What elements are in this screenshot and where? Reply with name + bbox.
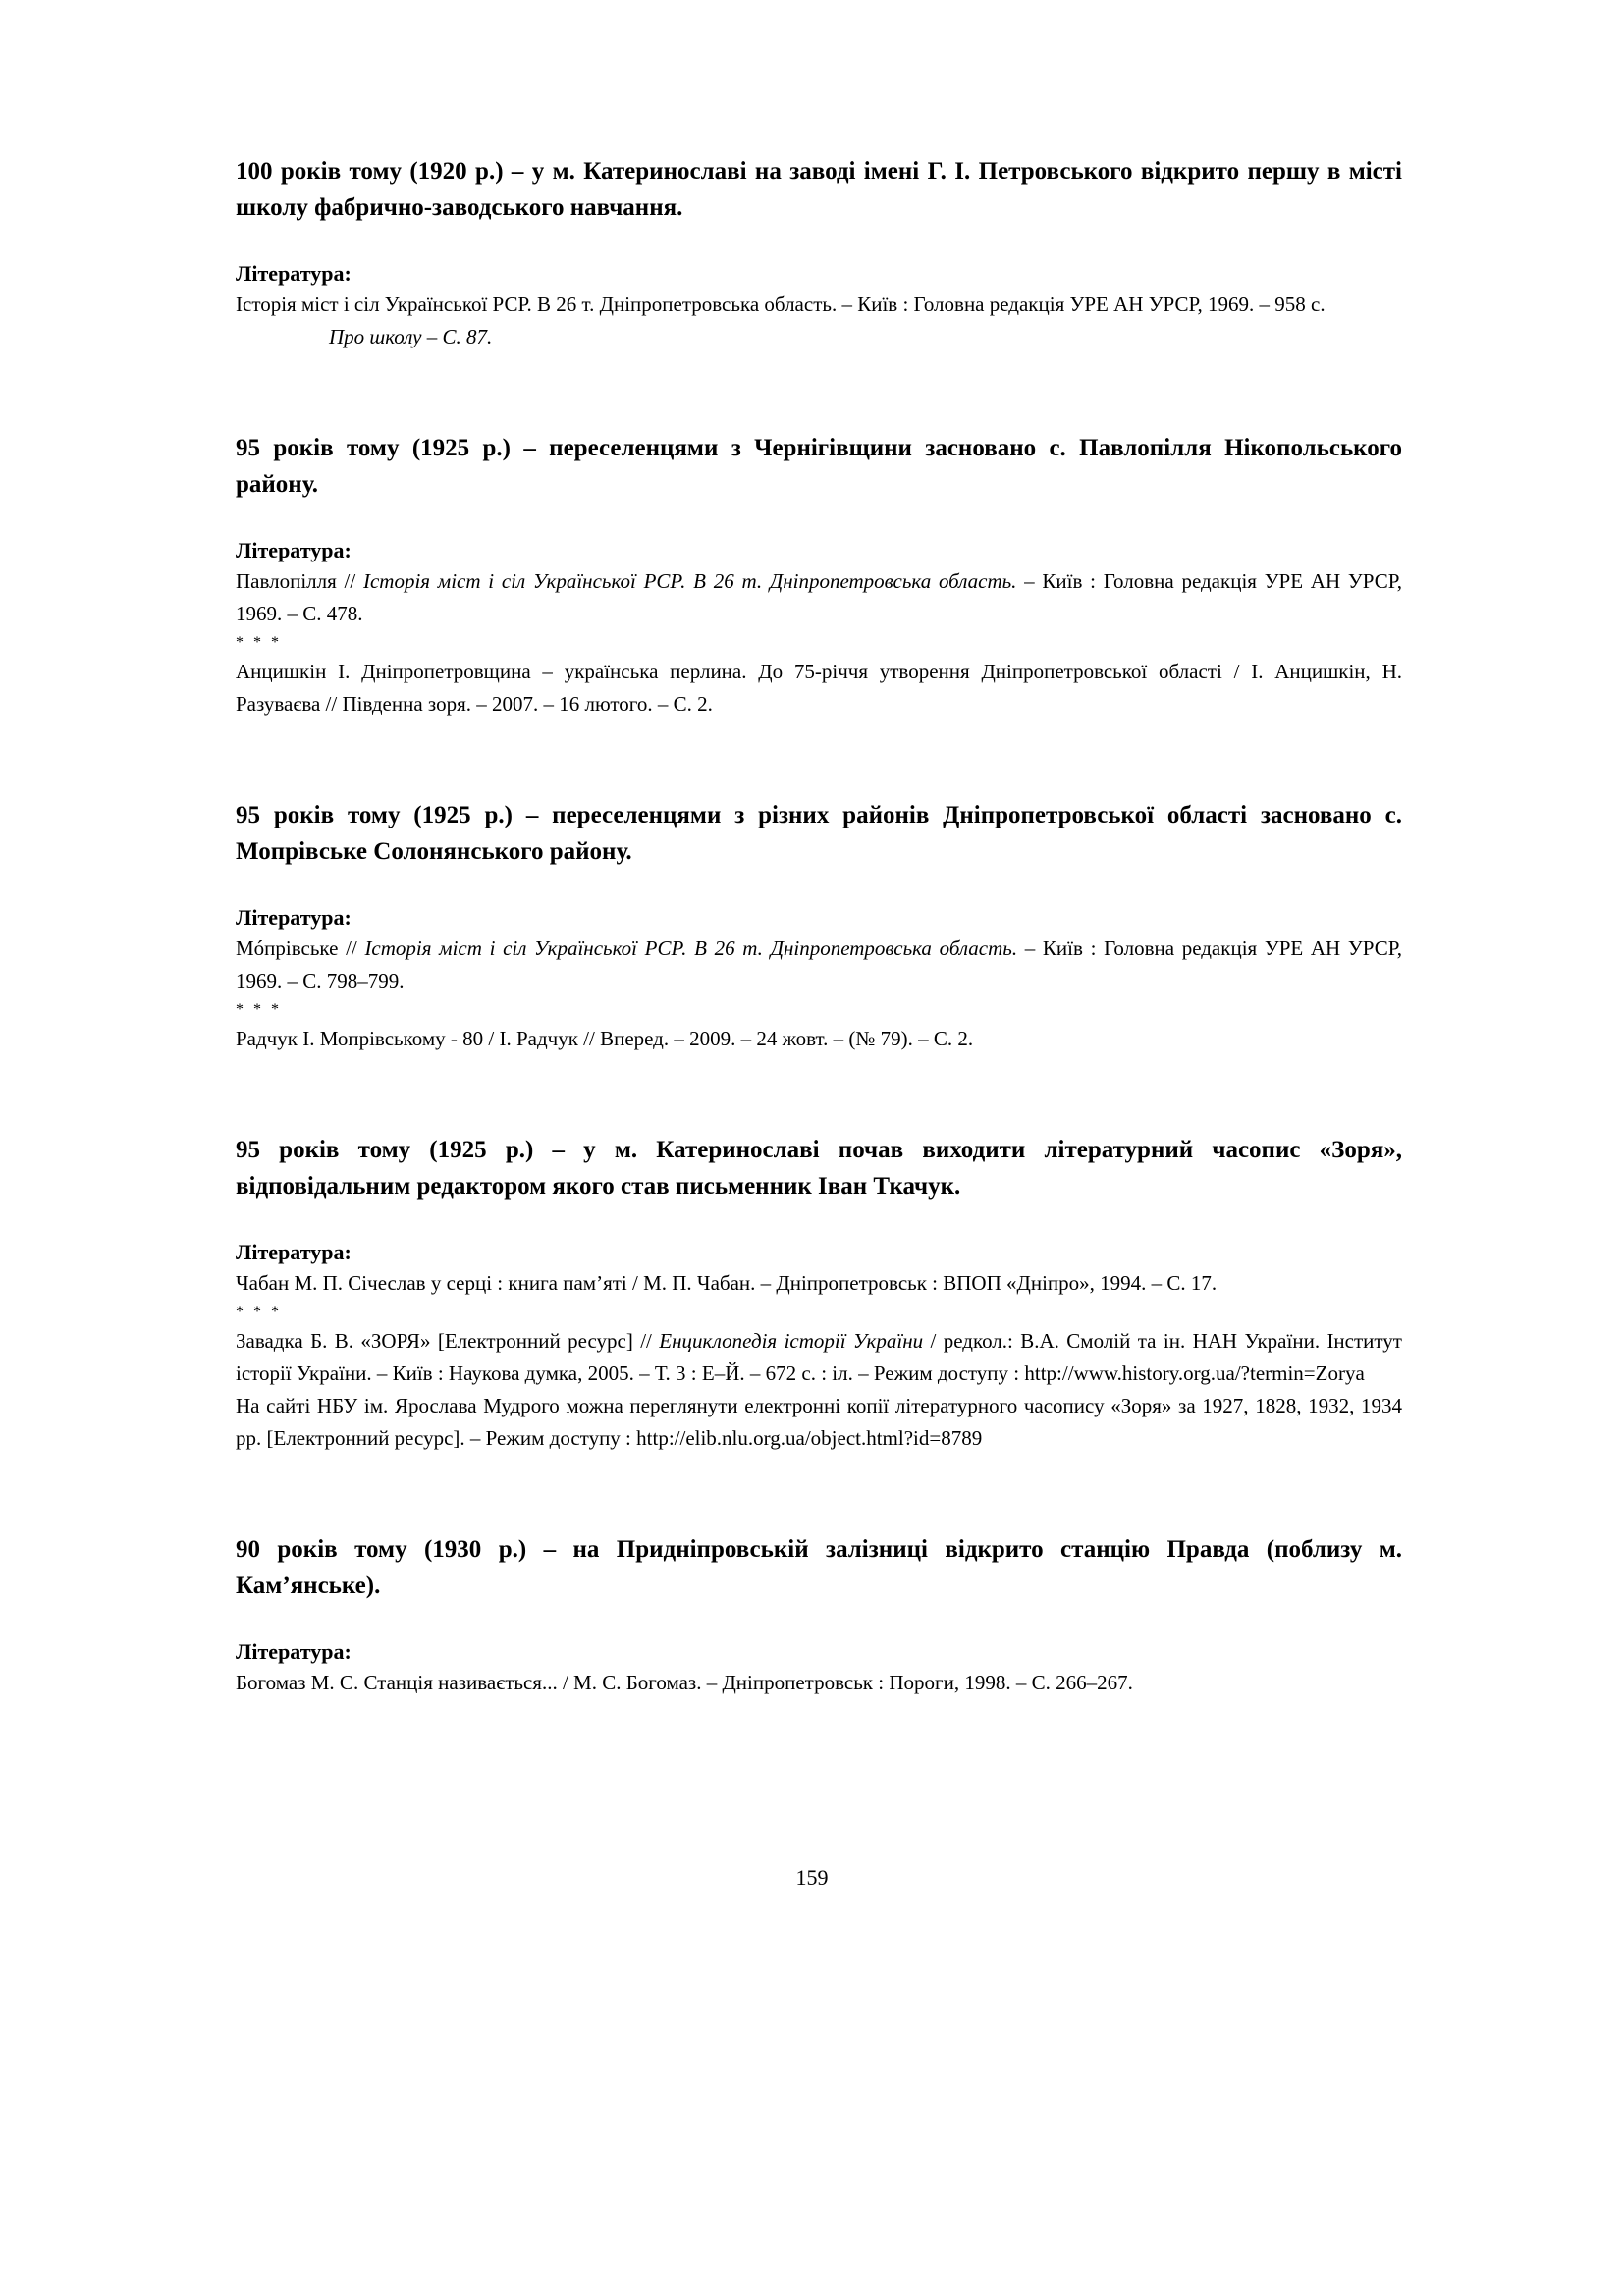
reference-separator: * * * <box>236 634 282 651</box>
literature-label: Література: <box>236 905 352 930</box>
literature-label: Література: <box>236 1639 352 1664</box>
chronicle-entry <box>236 797 1402 1055</box>
literature-label: Література: <box>236 1240 352 1264</box>
reference-source-title: Енциклопедія історії України <box>659 1329 924 1353</box>
chronicle-entry <box>236 1132 1402 1455</box>
literature-reference <box>236 933 1402 997</box>
reference-separator: * * * <box>236 1001 282 1018</box>
literature-reference: Чабан М. П. Січеслав у серці : книга пам’яті / М. П. Чабан. – Дніпропетровськ : ВПОП «Дніпро», 1994. – С. 17. <box>236 1271 1218 1295</box>
reference-part: Мóпрівське // <box>236 936 365 960</box>
reference-note: Про школу – С. 87. <box>329 325 493 348</box>
entry-heading: 95 років тому (1925 р.) – у м. Катеринославі почав виходити літературний часопис «Зоря», відповідальним редактором якого став письменник Іван Ткачук. <box>236 1137 1402 1200</box>
chronicle-entry <box>236 430 1402 721</box>
reference-part: – Київ : Головна редакція УРЕ АН УРСР, 1969. – С. 478. <box>236 569 1403 625</box>
reference-part: Павлопілля // <box>236 569 363 593</box>
literature-label: Література: <box>236 261 352 286</box>
literature-reference: Історія міст і сіл Української РСР. В 26 т. Дніпропетровська область. – Київ : Головна редакція УРЕ АН УРСР, 1969. – 958 с. <box>236 293 1326 316</box>
literature-reference: Анцишкін І. Дніпропетровщина – українська перлина. До 75-річчя утворення Дніпропетровської області / І. Анцишкін, Н. Разуваєва // Південна зоря. – 2007. – 16 лютого. – С. 2. <box>236 660 1402 716</box>
page-number: 159 <box>795 1865 829 1890</box>
literature-reference: Богомаз М. С. Станція називається... / М. С. Богомаз. – Дніпропетровськ : Пороги, 1998. – С. 266–267. <box>236 1671 1133 1694</box>
reference-part: – Київ : Головна редакція УРЕ АН УРСР, 1969. – С. 798–799. <box>236 936 1403 992</box>
reference-separator: * * * <box>236 1304 282 1320</box>
entry-heading: 100 років тому (1920 р.) – у м. Катеринославі на заводі імені Г. І. Петровського відкрито першу в місті школу фабрично-заводського навчання. <box>236 158 1402 221</box>
literature-reference: Радчук І. Мопрівському - 80 / І. Радчук // Вперед. – 2009. – 24 жовт. – (№ 79). – С. 2. <box>236 1027 974 1050</box>
entry-heading: 95 років тому (1925 р.) – переселенцями з різних районів Дніпропетровської області засновано с. Мопрівське Солонянського району. <box>236 802 1402 865</box>
entry-heading: 90 років тому (1930 р.) – на Придніпровській залізниці відкрито станцію Правда (поблизу м. Кам’янське). <box>236 1536 1402 1599</box>
reference-source-title: Історія міст і сіл Української РСР. В 26 т. Дніпропетровська область. <box>362 569 1017 593</box>
literature-label: Література: <box>236 538 352 562</box>
chronicle-entry <box>236 1531 1402 1699</box>
reference-source-title: Історія міст і сіл Української РСР. В 26 т. Дніпропетровська область. <box>364 936 1018 960</box>
reference-part: Завадка Б. В. «ЗОРЯ» [Електронний ресурс] // <box>236 1329 660 1353</box>
literature-reference <box>236 565 1402 630</box>
entry-heading: 95 років тому (1925 р.) – переселенцями з Чернігівщини засновано с. Павлопілля Нікопольського району. <box>236 435 1402 498</box>
chronicle-entry <box>236 153 1402 353</box>
literature-reference <box>236 1325 1402 1390</box>
reference-part: / редкол.: В.А. Смолій та ін. НАН України. Інститут історії України. – Київ : Наукова думка, 2005. – Т. 3 : Е–Й. – 672 с. : іл. – Режим доступу : http://www.history.org.ua/?termin=Zorya <box>236 1329 1402 1385</box>
literature-reference: На сайті НБУ ім. Ярослава Мудрого можна переглянути електронні копії літературного часопису «Зоря» за 1927, 1828, 1932, 1934 рр. [Електронний ресурс]. – Режим доступу : http://elib.nlu.org.ua/object.html?id=8789 <box>236 1394 1402 1450</box>
page-content <box>236 153 1402 1776</box>
